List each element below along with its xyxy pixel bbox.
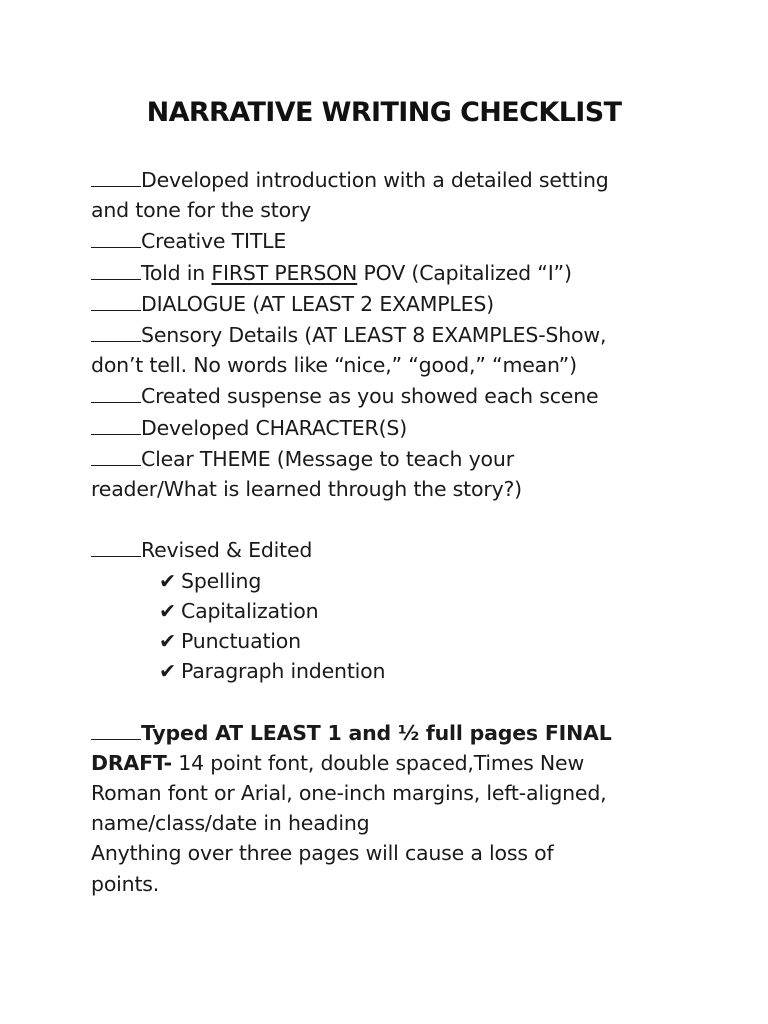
item-text: DIALOGUE (AT LEAST 2 EXAMPLES): [141, 291, 494, 316]
item-text-prefix: Told in: [141, 260, 212, 285]
final-draft-line-3: Roman font or Arial, one-inch margins, left-aligned,: [91, 781, 607, 806]
checkbox-blank-line[interactable]: [91, 412, 141, 435]
sub-item-text: Punctuation: [181, 629, 301, 654]
item-text-suffix: POV (Capitalized “I”): [357, 260, 572, 285]
sub-item-text: Spelling: [181, 568, 262, 593]
sub-item-spelling: [91, 566, 701, 596]
checklist-item-sensory-details-cont: don’t tell. No words like “nice,” “good,” “mean”): [91, 353, 577, 378]
checklist-item-theme: [91, 443, 701, 474]
checkbox-blank-line[interactable]: [91, 534, 141, 557]
item-text: Creative TITLE: [141, 229, 287, 254]
checklist-item-introduction-cont: and tone for the story: [91, 198, 312, 223]
spacer: [91, 686, 701, 716]
spacer: [91, 504, 701, 534]
checkbox-blank-line[interactable]: [91, 164, 141, 187]
checklist-item-character: [91, 412, 701, 443]
final-draft-line-2: [91, 748, 701, 778]
checklist-item-dialogue: [91, 288, 701, 319]
checklist-item-pov: [91, 257, 701, 288]
sub-item-punctuation: [91, 626, 701, 656]
item-text: Sensory Details (AT LEAST 8 EXAMPLES-Show,: [141, 323, 607, 348]
item-text-bold: Typed AT LEAST 1 and ½ full pages FINAL: [141, 720, 612, 745]
page-title: NARRATIVE WRITING CHECKLIST: [146, 97, 622, 128]
checklist-item-title: [91, 225, 701, 256]
checkmark-icon: ✔: [159, 598, 176, 623]
checklist-item-theme-cont: reader/What is learned through the story?): [91, 477, 522, 502]
item-text: Clear THEME (Message to teach your: [141, 446, 514, 471]
item-text: Developed CHARACTER(S): [141, 415, 408, 440]
sub-item-text: Paragraph indention: [181, 659, 386, 684]
checklist-item-sensory-details: [91, 319, 701, 350]
checkmark-icon: ✔: [159, 659, 176, 684]
sub-item-text: Capitalization: [181, 598, 319, 623]
checkbox-blank-line[interactable]: [91, 319, 141, 342]
checkbox-blank-line[interactable]: [91, 717, 141, 740]
checkbox-blank-line[interactable]: [91, 288, 141, 311]
final-draft-line-4: name/class/date in heading: [91, 811, 370, 836]
final-draft-text: 14 point font, double spaced,Times New: [171, 750, 585, 775]
checkbox-blank-line[interactable]: [91, 257, 141, 280]
item-text: Developed introduction with a detailed setting: [141, 168, 609, 192]
checklist-item-suspense: [91, 380, 701, 411]
final-draft-label: DRAFT-: [91, 750, 172, 775]
checkbox-blank-line[interactable]: [91, 443, 141, 466]
checklist-body: [91, 164, 701, 899]
sub-item-paragraph-indention: [91, 656, 701, 686]
item-text: Revised & Edited: [141, 538, 313, 563]
checklist-item-revised: [91, 534, 701, 565]
item-text-underlined: FIRST PERSON: [211, 260, 358, 285]
checklist-item-final-draft: [91, 717, 701, 748]
checkbox-blank-line[interactable]: [91, 225, 141, 248]
final-draft-line-6: points.: [91, 871, 160, 896]
item-text: Created suspense as you showed each scene: [141, 384, 599, 409]
checkmark-icon: ✔: [159, 568, 176, 593]
checkmark-icon: ✔: [159, 629, 176, 654]
final-draft-line-5: Anything over three pages will cause a loss of: [91, 841, 554, 866]
sub-item-capitalization: [91, 596, 701, 626]
checkbox-blank-line[interactable]: [91, 380, 141, 403]
checklist-item-introduction: [91, 164, 701, 195]
